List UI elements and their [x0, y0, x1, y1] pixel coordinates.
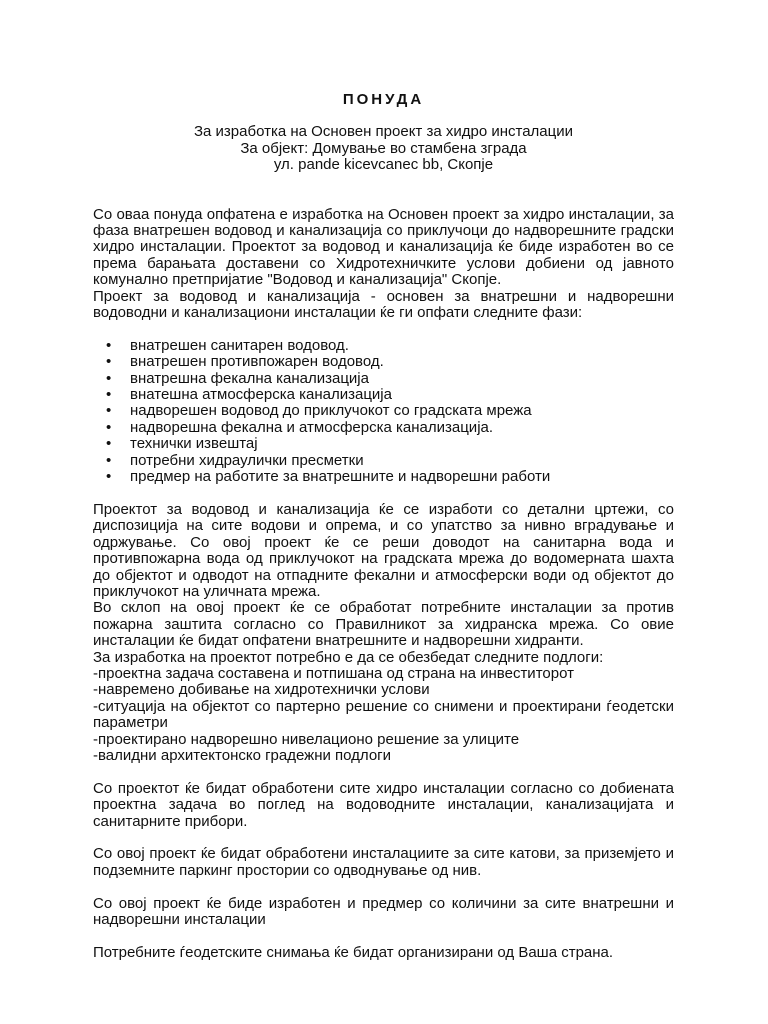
phases-intro: Проект за водовод и канализација - основен за внатрешни и надворешни водоводни и канализациони инсталации ќе ги опфати следните фази:	[93, 287, 674, 322]
fire-protection-paragraph: Во склоп на овој проект ќе се обработат потребните инсталации за против пожарна заштита согласно со Правилникот за хидранска мрежа. Со овие инсталации ќе бидат опфатени внатрешните и надворешни хидранти.	[93, 599, 674, 650]
list-item	[106, 418, 674, 436]
bullet-icon: •	[106, 451, 112, 469]
bill-of-quantities-paragraph: Со овој проект ќе биде изработен и предмер со количини за сите внатрешни и надворешни инсталации	[93, 894, 674, 929]
list-item	[106, 402, 674, 420]
floors-paragraph: Со овој проект ќе бидат обработени инсталациите за сите катови, за приземјето и подземните паркинг простории со одводнување од нив.	[93, 845, 674, 879]
list-item-text: потребни хидраулички пресметки	[130, 451, 364, 469]
requirement-item: -ситуација на објектот со партерно решение со снимени и проектирани ѓеодетски параметри	[93, 697, 674, 732]
bullet-icon: •	[106, 369, 112, 387]
list-item-text: внатрешна фекална канализација	[130, 369, 369, 387]
bullet-icon: •	[106, 336, 112, 354]
list-item-text: надворешна фекална и атмосферска канализација.	[130, 418, 494, 436]
subtitle-line: ул. pande kicevcanec bb, Скопје	[273, 156, 494, 174]
bullet-icon: •	[106, 435, 112, 453]
list-item-text: надворешен водовод до приклучокот со градската мрежа	[130, 402, 532, 420]
document-page	[93, 92, 674, 961]
design-paragraph: Проектот за водовод и канализација ќе се изработи со детални цртежи, со диспозиција на сите водови и опрема, и со упатство за нивно вградување и одржување. Со овој проект ќе се реши доводот на санитарна вода и противпожарна вода од приклучокот на градската мрежа до водомерната шахта до објектот и одводот на отпадните фекални и атмосферски води од објектот до приклучокот на уличната мрежа.	[93, 500, 674, 600]
list-item	[106, 468, 674, 486]
requirement-item: -навремено добивање на хидротехнички услови	[93, 681, 430, 699]
list-item	[106, 369, 674, 387]
bullet-icon: •	[106, 402, 112, 420]
list-item	[106, 386, 674, 404]
requirement-item: -проектна задача составена и потпишана од страна на инвеститорот	[93, 664, 574, 682]
requirement-item: -проектирано надворешно нивелационо решение за улиците	[93, 730, 520, 748]
bullet-icon: •	[106, 418, 112, 436]
list-item	[106, 435, 674, 453]
subtitle-block	[93, 124, 674, 173]
subtitle-line: За изработка на Основен проект за хидро инсталации	[193, 123, 573, 141]
list-item-text: внатрешен противпожарен водовод.	[130, 353, 384, 371]
bullet-icon: •	[106, 468, 112, 486]
document-title: ПОНУДА	[342, 91, 425, 108]
intro-paragraph: Со оваа понуда опфатена е изработка на Основен проект за хидро инсталации, за фаза внатрешен водовод и канализација со приклучоци до надворешните градски хидро инсталации. Проектот за водовод и канализација ќе биде изработен во се према барањата доставени со Хидротехничките услови добиени од јавното комунално претпријатие "Водовод и канализација" Скопје.	[93, 205, 674, 289]
list-item	[106, 353, 674, 371]
list-item-text: внатешна атмосферска канализација	[130, 386, 392, 404]
list-item	[106, 336, 674, 354]
bullet-icon: •	[106, 353, 112, 371]
requirement-item: -валидни архитектонско градежни подлоги	[93, 747, 392, 764]
coverage-paragraph: Со проектот ќе бидат обработени сите хидро инсталации согласно со добиената проектна задача во поглед на водоводните инсталации, канализацијата и санитарните прибори.	[93, 779, 674, 830]
requirements-intro: За изработка на проектот потребно е да се обезбедат следните подлоги:	[93, 648, 604, 666]
list-item	[106, 451, 674, 469]
subtitle-line: За објект: Домување во стамбена зграда	[240, 139, 527, 157]
phases-list	[93, 338, 674, 486]
list-item-text: технички извештај	[130, 435, 258, 453]
survey-paragraph: Потребните ѓеодетските снимања ќе бидат организирани од Ваша страна.	[93, 943, 614, 961]
list-item-text: предмер на работите за внатрешните и надворешни работи	[130, 468, 551, 486]
bullet-icon: •	[106, 386, 112, 404]
list-item-text: внатрешен санитарен водовод.	[130, 336, 349, 354]
